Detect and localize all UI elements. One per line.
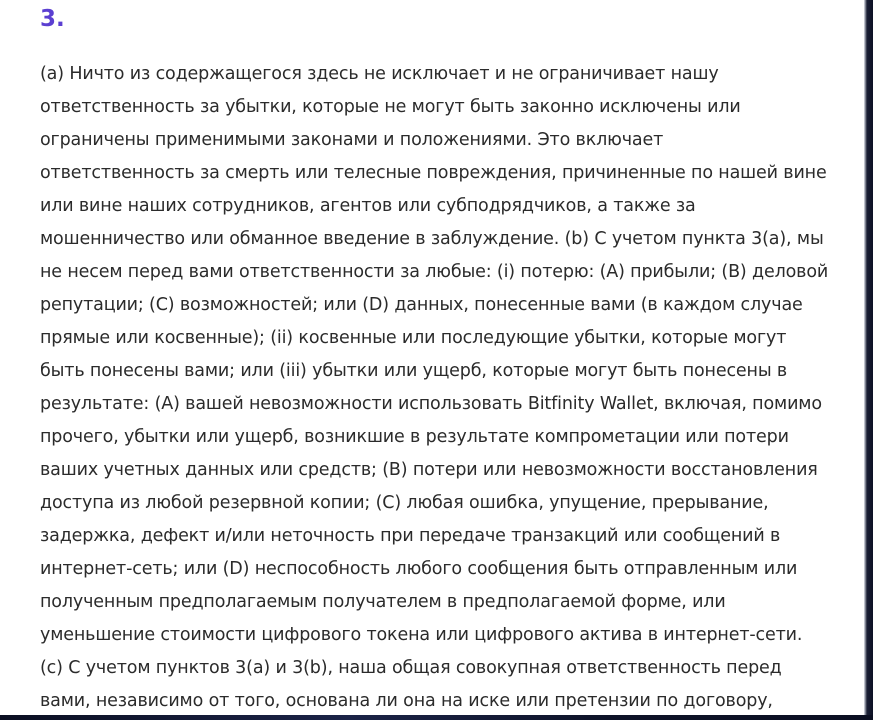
paragraph-line: мошенничество или обманное введение в заблуждение. (b) С учетом пункта 3(а), мы bbox=[40, 229, 824, 249]
paragraph-line: вами, независимо от того, основана ли она на иске или претензии по договору, bbox=[40, 691, 773, 711]
paragraph-line: не несем перед вами ответственности за любые: (i) потерю: (А) прибыли; (В) деловой bbox=[40, 262, 829, 282]
paragraph-line: ваших учетных данных или средств; (В) потери или невозможности восстановления bbox=[40, 460, 818, 480]
paragraph-line: доступа из любой резервной копии; (С) любая ошибка, упущение, прерывание, bbox=[40, 493, 769, 513]
paragraph-line: (a) Ничто из содержащегося здесь не исключает и не ограничивает нашу bbox=[40, 64, 719, 84]
paragraph-line: интернет-сеть; или (D) неспособность любого сообщения быть отправленным или bbox=[40, 559, 798, 579]
paragraph-line: прямые или косвенные); (ii) косвенные или последующие убытки, которые могут bbox=[40, 328, 787, 348]
paragraph-line: или вине наших сотрудников, агентов или субподрядчиков, а также за bbox=[40, 196, 696, 216]
section-number: 3. bbox=[40, 6, 65, 32]
paragraph-line: прочего, убытки или ущерб, возникшие в результате компрометации или потери bbox=[40, 427, 789, 447]
window-edge-right bbox=[864, 0, 873, 720]
paragraph-line: ограничены применимыми законами и положениями. Это включает bbox=[40, 130, 664, 150]
paragraph-line: уменьшение стоимости цифрового токена или цифрового актива в интернет-сети. bbox=[40, 625, 803, 645]
paragraph-line: результате: (А) вашей невозможности использовать Bitfinity Wallet, включая, помимо bbox=[40, 394, 822, 414]
paragraph-line: репутации; (С) возможностей; или (D) данных, понесенные вами (в каждом случае bbox=[40, 295, 803, 315]
window-edge-bottom bbox=[0, 715, 873, 720]
paragraph-line: задержка, дефект и/или неточность при передаче транзакций или сообщений в bbox=[40, 526, 781, 546]
liability-paragraph bbox=[40, 58, 840, 718]
paragraph-line: быть понесены вами; или (iii) убытки или ущерб, которые могут быть понесены в bbox=[40, 361, 788, 381]
paragraph-line: полученным предполагаемым получателем в предполагаемой форме, или bbox=[40, 592, 726, 612]
paragraph-line: (с) С учетом пунктов 3(а) и 3(b), наша общая совокупная ответственность перед bbox=[40, 658, 782, 678]
paragraph-line: ответственность за смерть или телесные повреждения, причиненные по нашей вине bbox=[40, 163, 827, 183]
paragraph-line: ответственность за убытки, которые не могут быть законно исключены или bbox=[40, 97, 741, 117]
